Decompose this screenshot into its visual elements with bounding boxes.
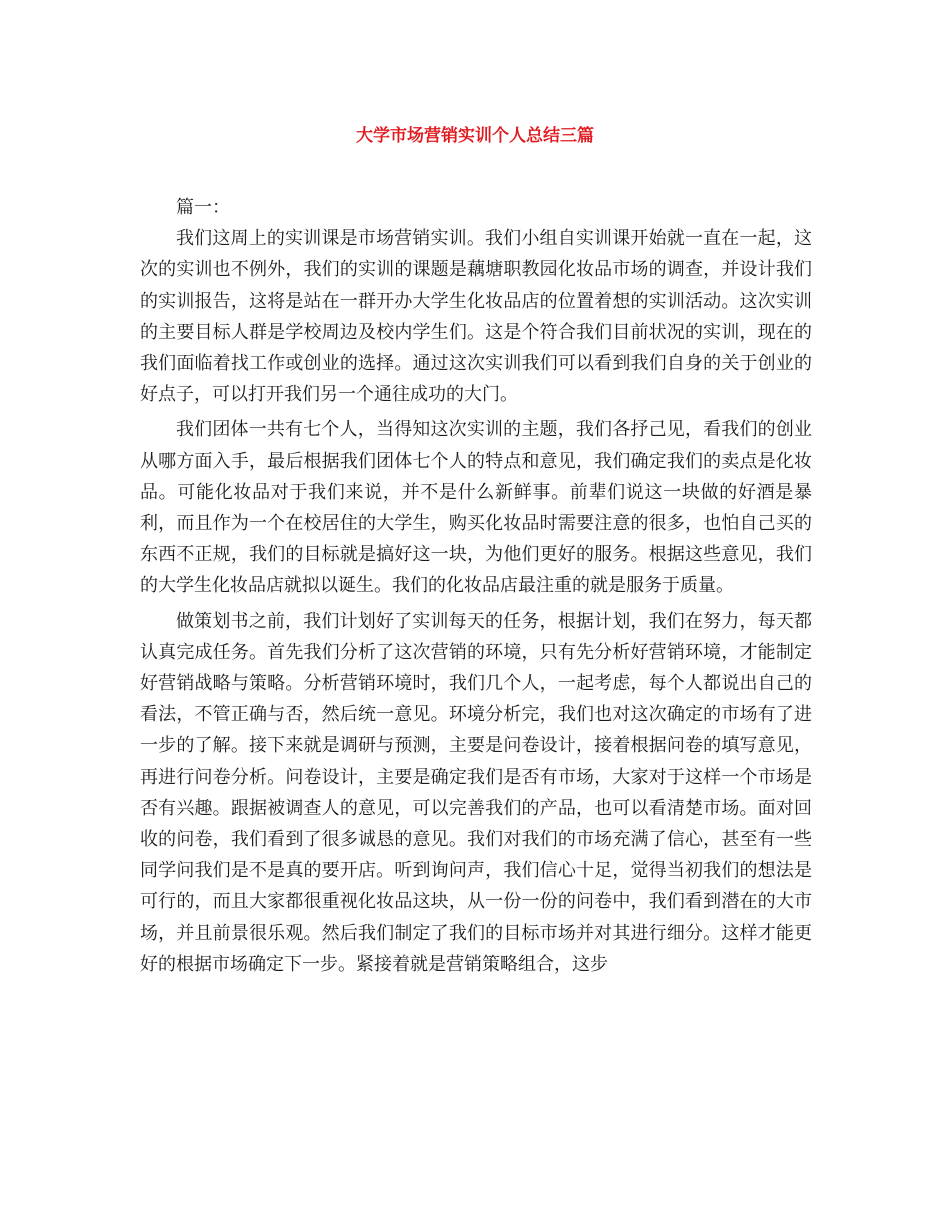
- document-body: [140, 192, 812, 984]
- paragraph-3: 做策划书之前，我们计划好了实训每天的任务，根据计划，我们在努力，每天都认真完成任务。首先我们分析了这次营销的环境，只有先分析好营销环境，才能制定好营销战略与策略。分析营销环境时，我们几个人，一起考虑，每个人都说出自己的看法，不管正确与否，然后统一意见。环境分析完，我们也对这次确定的市场有了进一步的了解。接下来就是调研与预测，主要是问卷设计，接着根据问卷的填写意见，再进行问卷分析。问卷设计，主要是确定我们是否有市场，大家对于这样一个市场是否有兴趣。跟据被调查人的意见，可以完善我们的产品，也可以看清楚市场。面对回收的问卷，我们看到了很多诚恳的意见。我们对我们的市场充满了信心，甚至有一些同学问我们是不是真的要开店。听到询问声，我们信心十足，觉得当初我们的想法是可行的，而且大家都很重视化妆品这块，从一份一份的问卷中，我们看到潜在的大市场，并且前景很乐观。然后我们制定了我们的目标市场并对其进行细分。这样才能更好的根据市场确定下一步。紧接着就是营销策略组合，这步: [140, 610, 812, 975]
- paragraph-1: 我们这周上的实训课是市场营销实训。我们小组自实训课开始就一直在一起，这次的实训也不例外，我们的实训的课题是藕塘职教园化妆品市场的调查，并设计我们的实训报告，这将是站在一群开办大学生化妆品店的位置着想的实训活动。这次实训的主要目标人群是学校周边及校内学生们。这是个符合我们目前状况的实训，现在的我们面临着找工作或创业的选择。通过这次实训我们可以看到我们自身的关于创业的好点子，可以打开我们另一个通往成功的大门。: [140, 228, 812, 406]
- paragraph-2: 我们团体一共有七个人，当得知这次实训的主题，我们各抒己见，看我们的创业从哪方面入手，最后根据我们团体七个人的特点和意见，我们确定我们的卖点是化妆品。可能化妆品对于我们来说，并不是什么新鲜事。前辈们说这一块做的好酒是暴利，而且作为一个在校居住的大学生，购买化妆品时需要注意的很多，也怕自己买的东西不正规，我们的目标就是搞好这一块，为他们更好的服务。根据这些意见，我们的大学生化妆品店就拟以诞生。我们的化妆品店最注重的就是服务于质量。: [140, 419, 812, 597]
- document-title: 大学市场营销实训个人总结三篇: [356, 126, 594, 146]
- section-label: 篇一：: [176, 197, 230, 218]
